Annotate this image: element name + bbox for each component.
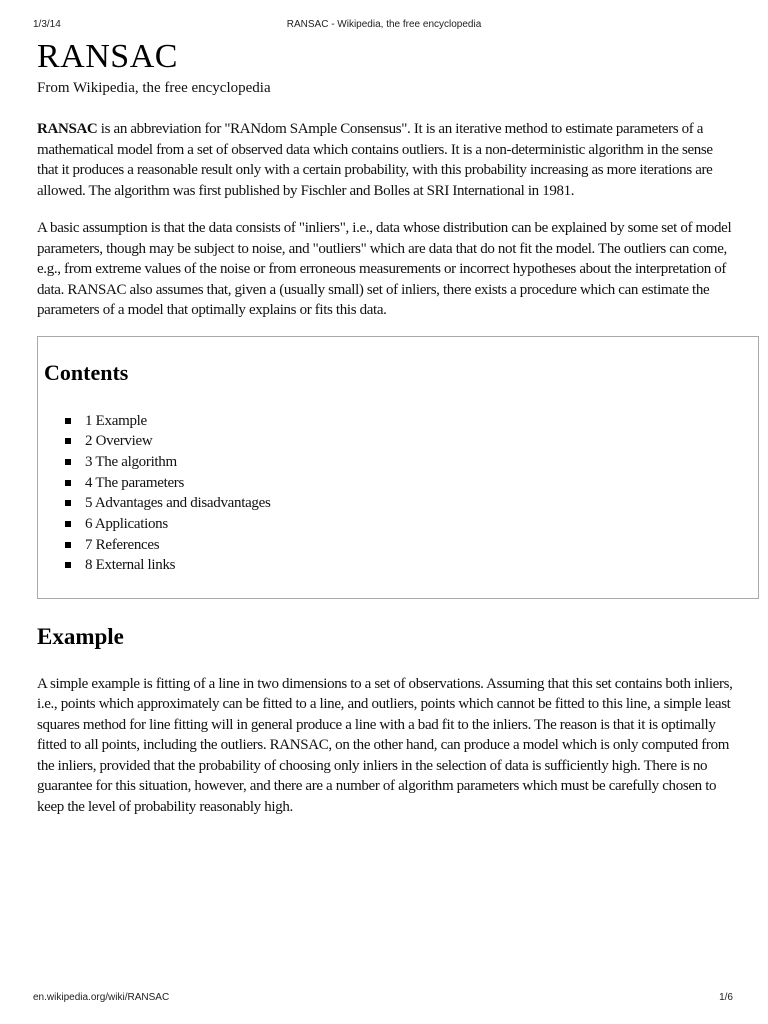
toc-item-label: 6 Applications <box>85 516 168 533</box>
site-tagline: From Wikipedia, the free encyclopedia <box>37 80 271 96</box>
toc-list <box>65 411 271 577</box>
intro-text: is an abbreviation for "RANdom SAmple Consensus". It is an iterative method to estimate parameters of a mathematical model from a set of observed data which contains outliers. It is a non-deterministic algorithm in the sense that it produces a reasonable result only with a certain probability, with this probability increasing as more iterations are allowed. The algorithm was first published by Fischler and Bolles at SRI International in 1981. <box>37 121 713 199</box>
table-of-contents <box>37 336 759 599</box>
section-title-example: Example <box>37 623 124 649</box>
page-url[interactable]: en.wikipedia.org/wiki/RANSAC <box>33 992 170 1003</box>
print-header <box>33 19 735 33</box>
bullet-icon <box>65 521 71 527</box>
bullet-icon <box>65 562 71 568</box>
intro-bold-term: RANSAC <box>37 121 98 137</box>
example-paragraph: A simple example is fitting of a line in two dimensions to a set of observations. Assuming that this set contains both inliers, i.e., points which approximately can be fitted to a line, and outliers, points which cannot be fitted to this line, a simple least squares method for line fitting will in general produce a line with a bad fit to the inliers. The reason is that it is optimally fitted to all points, including the outliers. RANSAC, on the other hand, can produce a model which is only computed from the inliers, provided that the probability of choosing only inliers in the selection of data is sufficiently high. There is no guarantee for this situation, however, and there are a number of algorithm parameters which must be carefully chosen to keep the level of probability reasonably high. <box>37 675 733 815</box>
toc-item-label: 5 Advantages and disadvantages <box>85 495 271 512</box>
toc-item-label: 3 The algorithm <box>85 453 177 470</box>
toc-item-references[interactable] <box>65 535 271 556</box>
toc-item-label: 4 The parameters <box>85 474 185 491</box>
bullet-icon <box>65 542 71 548</box>
toc-item-label: 7 References <box>85 536 160 553</box>
intro-paragraph <box>37 119 737 201</box>
print-date: 1/3/14 <box>33 19 61 30</box>
page-title: RANSAC <box>37 38 178 75</box>
page-number: 1/6 <box>719 992 733 1003</box>
toc-item-applications[interactable] <box>65 514 271 535</box>
toc-item-advantages[interactable] <box>65 493 271 514</box>
print-footer <box>33 992 733 1006</box>
bullet-icon <box>65 459 71 465</box>
bullet-icon <box>65 438 71 444</box>
toc-item-label: 2 Overview <box>85 433 153 450</box>
toc-item-the-algorithm[interactable] <box>65 452 271 473</box>
toc-item-label: 1 Example <box>85 412 147 429</box>
toc-title: Contents <box>44 359 129 385</box>
toc-item-the-parameters[interactable] <box>65 473 271 494</box>
print-page-title: RANSAC - Wikipedia, the free encyclopedia <box>286 19 482 30</box>
article-content <box>37 36 737 817</box>
bullet-icon <box>65 418 71 424</box>
assumption-paragraph: A basic assumption is that the data consists of "inliers", i.e., data whose distribution can be explained by some set of model parameters, though may be subject to noise, and "outliers" which are data that do not fit the model. The outliers can come, e.g., from extreme values of the noise or from erroneous measurements or incorrect hypotheses about the interpretation of data. RANSAC also assumes that, given a (usually small) set of inliers, there exists a procedure which can estimate the parameters of a model that optimally explains or fits this data. <box>37 220 732 318</box>
bullet-icon <box>65 480 71 486</box>
toc-item-external-links[interactable] <box>65 555 271 576</box>
toc-item-example[interactable] <box>65 411 271 432</box>
toc-item-label: 8 External links <box>85 557 176 574</box>
bullet-icon <box>65 500 71 506</box>
toc-item-overview[interactable] <box>65 431 271 452</box>
